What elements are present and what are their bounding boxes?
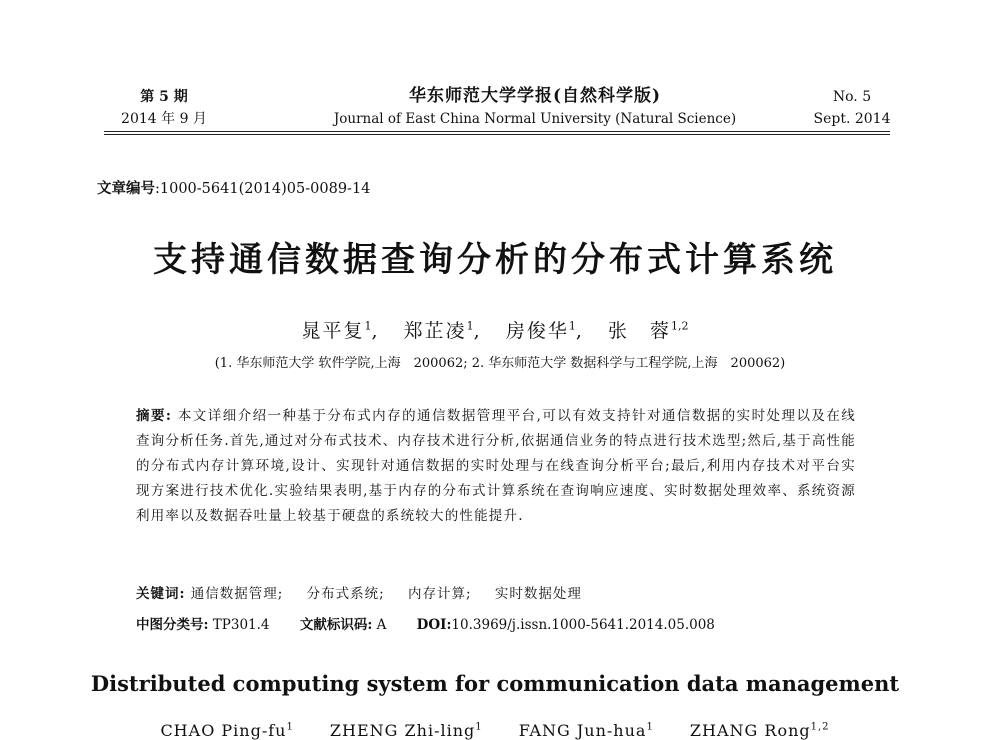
abstract [136,404,856,529]
paper-title-cn: 支持通信数据查询分析的分布式计算系统 [153,240,837,280]
doc-code-label: 文献标识码: [299,617,373,633]
article-number-label: 文章编号 [97,180,155,197]
journal-name-en: Journal of East China Normal University (Natural Science) [333,111,737,127]
keyword: 分布式系统; [306,586,385,602]
author-cn: 房俊华$^1$, [505,319,584,342]
issue-info-cn [104,86,224,130]
issue-info-en [792,86,912,130]
issue-number-en: No. 5 [832,89,872,105]
clc-label: 中图分类号: [136,617,209,633]
keyword: 通信数据管理; [190,586,284,602]
abstract-text: 本文详细介绍一种基于分布式内存的通信数据管理平台,可以有效支持针对通信数据的实时处理以及在线查询分析任务.首先,通过对分布式技术、内存技术进行分析,依据通信业务的特点进行技术选型;然后,基于高性能的分布式内存计算环境,设计、实现针对通信数据的实时处理与在线查询分析平台;最后,利用内存技术对平台实现方案进行技术优化.实验结果表明,基于内存的分布式计算系统在查询响应速度、实时数据处理效率、系统资源利用率以及数据吞吐量上较基于硬盘的系统较大的性能提升. [136,408,856,524]
issue-date-en: Sept. 2014 [813,111,891,127]
journal-name-cn: 华东师范大学学报(自然科学版) [408,86,662,106]
author-cn: 晁平复$^1$, [301,319,380,342]
abstract-label: 摘要: [136,408,173,424]
header-rule-top [104,131,890,132]
doi-value: 10.3969/j.issn.1000-5641.2014.05.008 [451,617,715,633]
article-number-value: :1000-5641(2014)05-0089-14 [155,181,371,197]
author-en: ZHANG Rong$^{1,2}$ [689,721,830,740]
issue-date-cn: 2014 年 9 月 [121,111,207,127]
keyword: 实时数据处理 [494,586,582,602]
affiliations: (1. 华东师范大学 软件学院,上海 200062; 2. 华东师范大学 数据科学与工程学院,上海 200062) [214,356,786,371]
classification-line [136,613,715,633]
author-en: ZHENG Zhi-ling$^1$ [329,721,483,740]
author-en: CHAO Ping-$fu^1$ [160,721,294,740]
keywords-label: 关键词: [136,586,186,602]
author-en: FANG Jun-hua$^1$ [518,721,654,740]
paper-title-en: Distributed computing system for communication data management [90,671,900,696]
keyword: 内存计算; [408,586,472,602]
author-list-en [0,721,990,740]
keywords [136,582,582,602]
clc-value: TP301.4 [212,617,270,633]
author-cn: 张 蓉$^{1,2}$ [608,319,689,342]
author-list-cn [0,316,990,343]
journal-name [300,84,770,130]
article-number [97,177,370,198]
header-rule-bottom [104,134,890,135]
doc-code-value: A [376,617,387,633]
issue-number-cn: 第 5 期 [140,89,188,105]
doi-label: DOI: [416,617,452,633]
author-cn: 郑芷凌$^1$, [403,319,482,342]
